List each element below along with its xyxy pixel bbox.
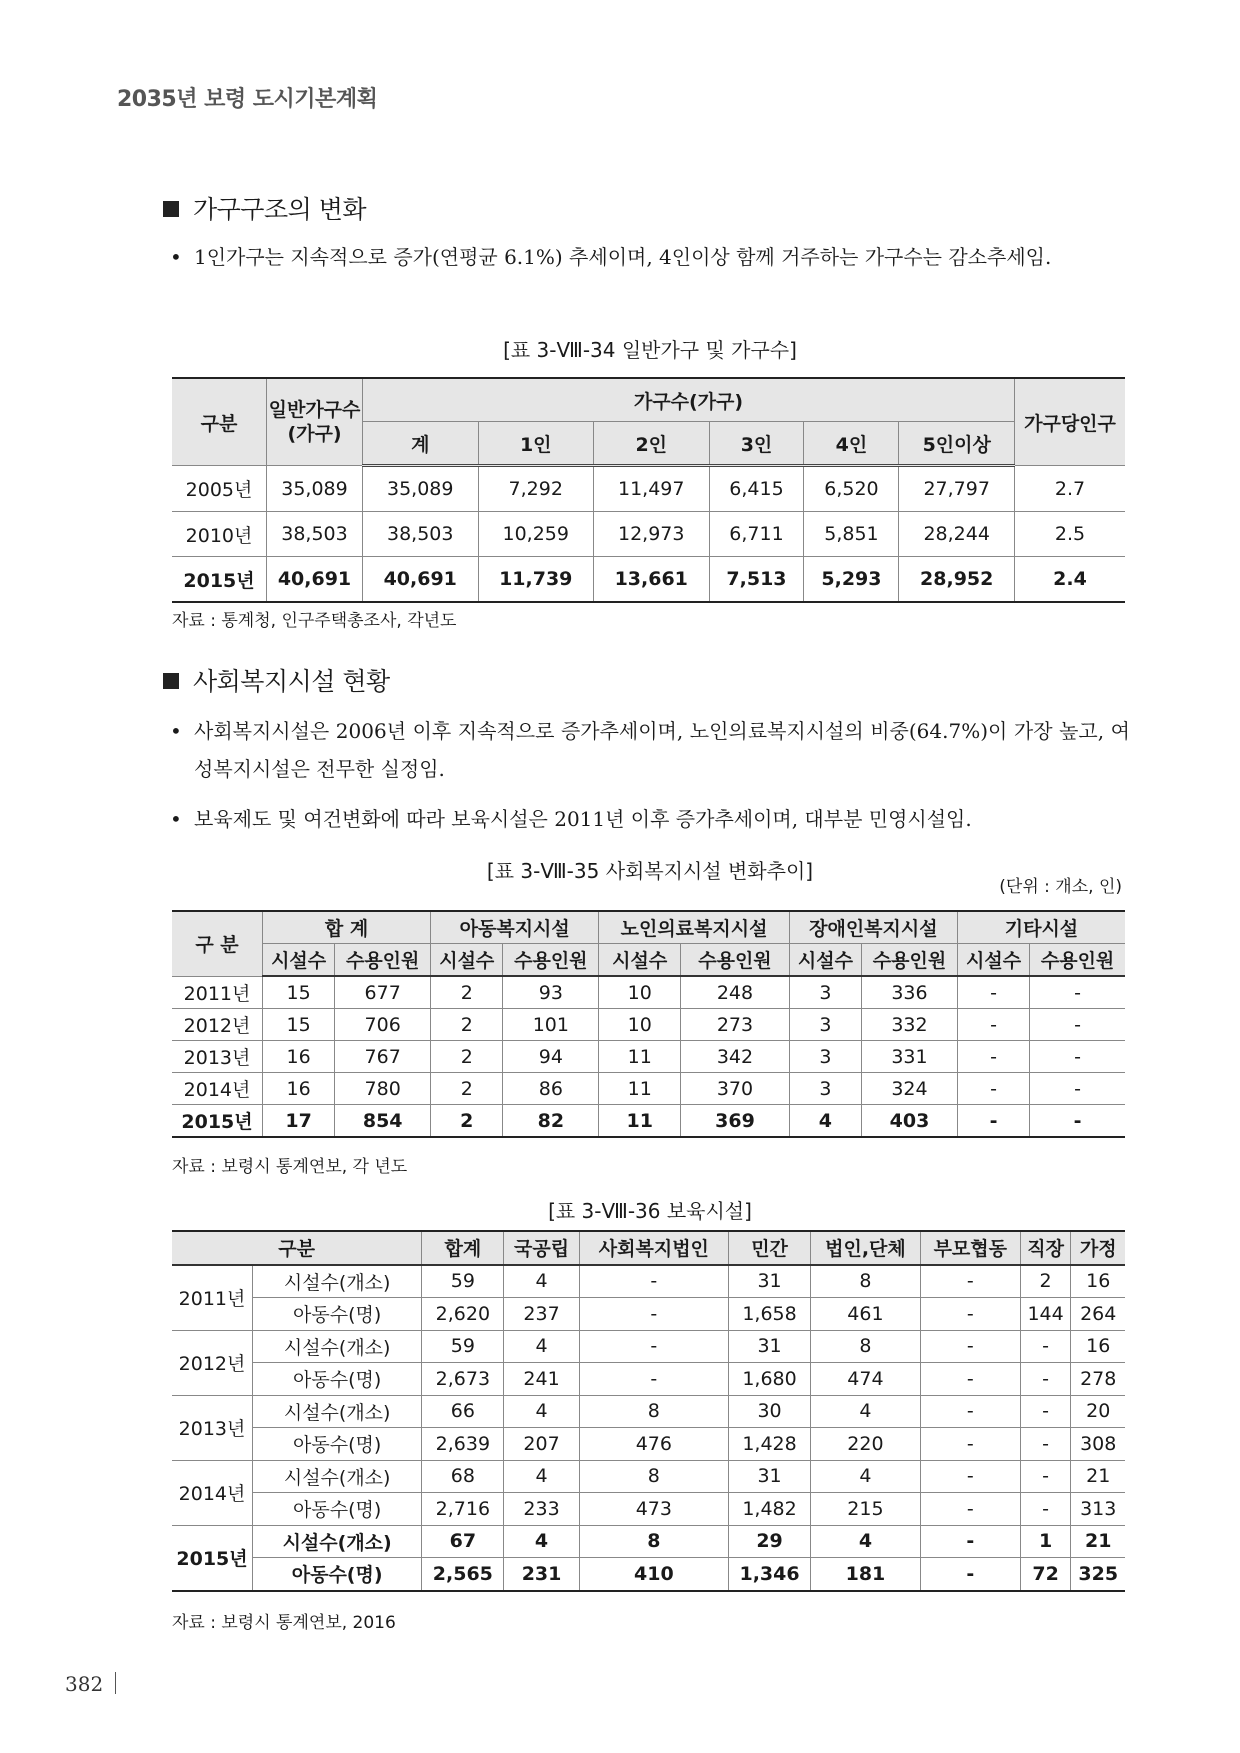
section-title-text: 가구구조의 변화 [193,195,366,224]
table-header-cell: 아동복지시설 [431,911,599,944]
table-cell: 144 [1020,1298,1071,1331]
table-cell: 10,259 [478,512,594,557]
row-label: 2013년 [172,1041,263,1073]
table-cell: 3 [789,1009,861,1041]
table-cell: 38,503 [363,512,479,557]
square-bullet-icon [163,201,179,217]
table-cell: 248 [681,976,790,1009]
table-cell: 207 [504,1428,579,1461]
table-cell: - [1030,1041,1125,1073]
table-cell: 2.5 [1015,512,1126,557]
table-cell: 264 [1071,1298,1125,1331]
table-cell: 27,797 [899,466,1015,512]
row-label: 2012년 [172,1009,263,1041]
table-cell: 677 [335,976,431,1009]
table-cell: - [579,1363,728,1396]
table-header-cell: 4인 [804,422,899,466]
table-cell: 461 [811,1298,921,1331]
row-label: 2014년 [172,1073,263,1105]
table-cell: 11 [599,1073,681,1105]
table-cell: - [1030,1105,1125,1138]
table-cell: 31 [729,1265,811,1298]
table-header-cell: 합계 [422,1231,504,1265]
table-cell: 273 [681,1009,790,1041]
table-cell: - [920,1395,1020,1428]
table-header-cell: 수용인원 [335,944,431,977]
bullet-dot-icon: • [170,719,182,743]
year-label: 2011년 [172,1265,253,1331]
table-header-cell: 구분 [172,1231,422,1265]
table-cell: 40,691 [267,557,363,603]
table-header-cell: 5인이상 [899,422,1015,466]
table-header-cell: 사회복지법인 [579,1231,728,1265]
table-cell: 8 [579,1395,728,1428]
table-row [172,1460,1125,1493]
table-cell: 35,089 [267,466,363,512]
table-header-cell: 계 [363,422,479,466]
table-cell: 16 [263,1073,335,1105]
table-row [172,1525,1125,1558]
table-header-cell: 시설수 [263,944,335,977]
table-cell: 4 [789,1105,861,1138]
table-cell: 2,639 [422,1428,504,1461]
table-cell: 7,292 [478,466,594,512]
table-caption: [표 3-Ⅷ-36 보육시설] [548,1199,752,1223]
bullet-dot-icon: • [170,245,182,269]
table-row [172,1428,1125,1461]
table-header-cell: 구분 [172,378,267,466]
table-cell: 30 [729,1395,811,1428]
table-cell: 82 [503,1105,599,1138]
table-cell: 473 [579,1493,728,1526]
childcare-facilities-table [172,1230,1125,1592]
table-header-cell: 시설수 [431,944,503,977]
table-row [172,1105,1125,1138]
table-cell: 6,520 [804,466,899,512]
table-row [172,466,1125,512]
table-cell: - [579,1298,728,1331]
bullet-dot-icon: • [170,807,182,831]
table-row [172,557,1125,603]
year-label: 2013년 [172,1395,253,1460]
row-label: 아동수(명) [253,1493,422,1526]
table-cell: 403 [862,1105,958,1138]
page-number: 382 [65,1672,116,1696]
table-cell: 38,503 [267,512,363,557]
table-header-cell: 1인 [478,422,594,466]
table-cell: - [1020,1460,1071,1493]
page-divider [115,1672,116,1694]
bullet-text: 사회복지시설은 2006년 이후 지속적으로 증가추세이며, 노인의료복지시설의 비중(64.7%)이 가장 높고, 여성복지시설은 전무한 실정임. [194,719,1130,781]
table-cell: 101 [503,1009,599,1041]
table-cell: 2,565 [422,1558,504,1591]
table-cell: - [957,1073,1029,1105]
table-cell: - [957,1041,1029,1073]
table-header-cell: 민간 [729,1231,811,1265]
table-header-cell: 수용인원 [1030,944,1125,977]
year-label: 2012년 [172,1330,253,1395]
table-cell: 2,673 [422,1363,504,1396]
table-row [172,1395,1125,1428]
table-cell: 10 [599,1009,681,1041]
table-cell: 67 [422,1525,504,1558]
table-cell: 8 [579,1525,728,1558]
square-bullet-icon [163,673,179,689]
table-cell: 72 [1020,1558,1071,1591]
table-cell: 6,415 [709,466,804,512]
table-header-cell: 부모협동 [920,1231,1020,1265]
table-cell: - [1030,1009,1125,1041]
table-header-cell: 시설수 [957,944,1029,977]
table-cell: 21 [1071,1525,1125,1558]
table-cell: 3 [789,1041,861,1073]
table-cell: - [920,1265,1020,1298]
table-row [172,1558,1125,1591]
table-cell: - [920,1525,1020,1558]
table-cell: 2 [431,1009,503,1041]
table-cell: 237 [504,1298,579,1331]
bullet-paragraph [170,238,1130,276]
table-cell: - [920,1493,1020,1526]
table-cell: 40,691 [363,557,479,603]
table-unit: (단위 : 개소, 인) [999,877,1122,897]
table-cell: 17 [263,1105,335,1138]
table-cell: 16 [1071,1265,1125,1298]
table-cell: 11,739 [478,557,594,603]
row-label: 2011년 [172,976,263,1009]
table-cell: 93 [503,976,599,1009]
row-label: 아동수(명) [253,1558,422,1591]
table-header-cell: 법인,단체 [811,1231,921,1265]
table-header-cell: 국공립 [504,1231,579,1265]
row-label: 2010년 [172,512,267,557]
table-row [172,1009,1125,1041]
table-cell: 8 [811,1330,921,1363]
table-cell: 476 [579,1428,728,1461]
table-header-cell: 기타시설 [957,911,1125,944]
table-cell: 11 [599,1041,681,1073]
row-label: 아동수(명) [253,1298,422,1331]
table-cell: - [579,1265,728,1298]
table-cell: 12,973 [594,512,710,557]
table-row [172,976,1125,1009]
table-cell: 2 [431,976,503,1009]
table-cell: 324 [862,1073,958,1105]
table-cell: 1,428 [729,1428,811,1461]
bullet-text: 1인가구는 지속적으로 증가(연평균 6.1%) 추세이며, 4인이상 함께 거주하는 가구수는 감소추세임. [194,245,1052,269]
table-cell: 233 [504,1493,579,1526]
table-cell: - [957,1105,1029,1138]
document-header: 2035년 보령 도시기본계획 [117,87,378,112]
table-cell: 780 [335,1073,431,1105]
table-cell: 86 [503,1073,599,1105]
year-label: 2015년 [172,1525,253,1591]
table-cell: 181 [811,1558,921,1591]
table-header-cell: 직장 [1020,1231,1071,1265]
table-cell: 4 [504,1330,579,1363]
table-cell: 1,658 [729,1298,811,1331]
table-cell: 2 [431,1105,503,1138]
table-header-cell: 2인 [594,422,710,466]
table-row [172,1265,1125,1298]
table-header-cell: 합 계 [263,911,431,944]
row-label: 시설수(개소) [253,1330,422,1363]
table-cell: 5,851 [804,512,899,557]
table-cell: 342 [681,1041,790,1073]
table-cell: - [1020,1363,1071,1396]
table-source: 자료 : 보령시 통계연보, 각 년도 [172,1157,408,1177]
table-cell: - [1020,1330,1071,1363]
table-cell: 11,497 [594,466,710,512]
table-cell: 8 [579,1460,728,1493]
table-caption: [표 3-Ⅷ-35 사회복지시설 변화추이] [486,859,814,883]
table-header-cell: 가구당인구 [1015,378,1126,466]
table-cell: 3 [789,976,861,1009]
table-cell: 15 [263,976,335,1009]
year-label: 2014년 [172,1460,253,1525]
welfare-facilities-table [172,910,1125,1138]
table-cell: 332 [862,1009,958,1041]
table-header-cell: 일반가구수(가구) [267,378,363,466]
table-header-cell: 노인의료복지시설 [599,911,790,944]
table-cell: 68 [422,1460,504,1493]
table-cell: 220 [811,1428,921,1461]
table-cell: 31 [729,1460,811,1493]
table-cell: 854 [335,1105,431,1138]
table-cell: 66 [422,1395,504,1428]
table-cell: 31 [729,1330,811,1363]
table-cell: 15 [263,1009,335,1041]
table-cell: - [920,1460,1020,1493]
table-cell: - [1030,976,1125,1009]
table-cell: 7,513 [709,557,804,603]
table-header-cell: 수용인원 [681,944,790,977]
table-cell: 28,952 [899,557,1015,603]
table-cell: - [920,1363,1020,1396]
table-cell: 215 [811,1493,921,1526]
table-cell: 278 [1071,1363,1125,1396]
table-cell: 1,346 [729,1558,811,1591]
table-header-cell: 3인 [709,422,804,466]
table-cell: 325 [1071,1558,1125,1591]
table-cell: - [1020,1493,1071,1526]
table-cell: 4 [504,1395,579,1428]
row-label: 2015년 [172,1105,263,1138]
table-cell: 20 [1071,1395,1125,1428]
table-row [172,1041,1125,1073]
table-row [172,1363,1125,1396]
table-cell: 767 [335,1041,431,1073]
bullet-text: 보육제도 및 여건변화에 따라 보육시설은 2011년 이후 증가추세이며, 대부분 민영시설임. [194,807,972,831]
table-cell: 11 [599,1105,681,1138]
row-label: 아동수(명) [253,1428,422,1461]
table-cell: 16 [263,1041,335,1073]
table-cell: 8 [811,1265,921,1298]
table-cell: - [957,1009,1029,1041]
table-cell: 5,293 [804,557,899,603]
table-row [172,1330,1125,1363]
table-cell: 308 [1071,1428,1125,1461]
household-table [172,377,1125,603]
table-header-cell: 시설수 [599,944,681,977]
table-cell: 2 [1020,1265,1071,1298]
table-cell: 6,711 [709,512,804,557]
table-cell: 369 [681,1105,790,1138]
table-cell: - [920,1330,1020,1363]
table-cell: 313 [1071,1493,1125,1526]
table-header-cell: 가정 [1071,1231,1125,1265]
table-cell: - [920,1298,1020,1331]
table-cell: 2,620 [422,1298,504,1331]
table-cell: - [579,1330,728,1363]
table-header-cell: 수용인원 [862,944,958,977]
table-cell: - [1030,1073,1125,1105]
table-cell: 241 [504,1363,579,1396]
row-label: 시설수(개소) [253,1460,422,1493]
table-row [172,1493,1125,1526]
section-title-household-structure [163,190,366,226]
table-header-cell: 장애인복지시설 [789,911,957,944]
table-cell: 2 [431,1041,503,1073]
table-cell: 13,661 [594,557,710,603]
table-row [172,1073,1125,1105]
row-label: 시설수(개소) [253,1525,422,1558]
table-header-cell: 구 분 [172,911,263,976]
table-source: 자료 : 보령시 통계연보, 2016 [172,1613,396,1633]
table-cell: - [957,976,1029,1009]
row-label: 시설수(개소) [253,1395,422,1428]
table-cell: 4 [811,1395,921,1428]
table-row [172,512,1125,557]
table-cell: 231 [504,1558,579,1591]
table-cell: 410 [579,1558,728,1591]
table-cell: 4 [504,1265,579,1298]
table-cell: 370 [681,1073,790,1105]
table-cell: 336 [862,976,958,1009]
table-cell: 28,244 [899,512,1015,557]
table-cell: - [1020,1428,1071,1461]
table-cell: 2,716 [422,1493,504,1526]
table-header-cell: 시설수 [789,944,861,977]
table-cell: 2.7 [1015,466,1126,512]
row-label: 2005년 [172,466,267,512]
table-cell: 3 [789,1073,861,1105]
table-cell: 1,482 [729,1493,811,1526]
table-cell: 2 [431,1073,503,1105]
table-cell: 4 [811,1460,921,1493]
table-header-cell: 수용인원 [503,944,599,977]
table-cell: 4 [504,1525,579,1558]
table-cell: - [920,1558,1020,1591]
bullet-paragraph [170,800,1130,838]
table-row [172,1298,1125,1331]
table-cell: 1,680 [729,1363,811,1396]
table-caption: [표 3-Ⅷ-34 일반가구 및 가구수] [503,338,797,362]
table-cell: 706 [335,1009,431,1041]
section-title-text: 사회복지시설 현황 [193,667,390,696]
row-label: 시설수(개소) [253,1265,422,1298]
table-cell: 1 [1020,1525,1071,1558]
table-cell: 59 [422,1330,504,1363]
bullet-paragraph [170,712,1130,788]
table-cell: 21 [1071,1460,1125,1493]
table-cell: 35,089 [363,466,479,512]
table-cell: 16 [1071,1330,1125,1363]
table-cell: 331 [862,1041,958,1073]
table-cell: 10 [599,976,681,1009]
table-cell: - [1020,1395,1071,1428]
table-source: 자료 : 통계청, 인구주택총조사, 각년도 [172,611,457,631]
table-cell: 94 [503,1041,599,1073]
table-cell: 4 [811,1525,921,1558]
table-header-cell: 가구수(가구) [363,378,1015,422]
table-cell: - [920,1428,1020,1461]
row-label: 아동수(명) [253,1363,422,1396]
table-cell: 474 [811,1363,921,1396]
table-cell: 59 [422,1265,504,1298]
table-cell: 4 [504,1460,579,1493]
table-cell: 2.4 [1015,557,1126,603]
row-label: 2015년 [172,557,267,603]
table-cell: 29 [729,1525,811,1558]
section-title-welfare-facilities [163,662,390,698]
